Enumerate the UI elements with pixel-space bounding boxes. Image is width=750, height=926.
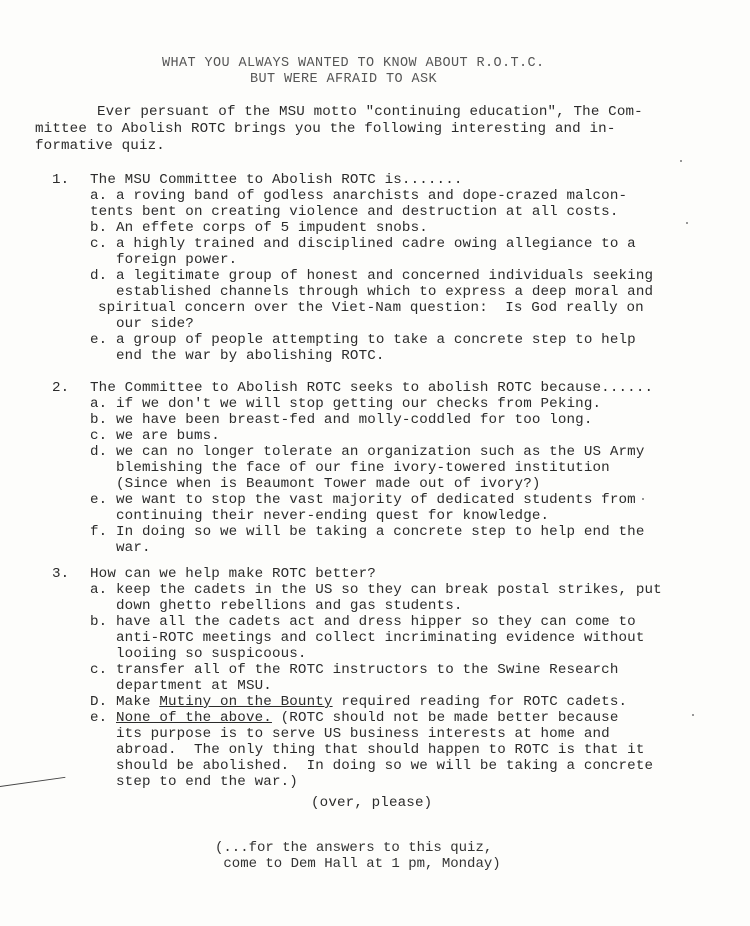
q3-line-2: down ghetto rebellions and gas students. [90, 598, 463, 614]
q1-number: 1. [52, 172, 70, 188]
q1-line-4: c. a highly trained and disciplined cadre owing allegiance to a [90, 236, 636, 252]
paper-speck [680, 160, 682, 162]
q3-line-7: department at MSU. [90, 678, 272, 694]
q2-line-6: (Since when is Beaumont Tower made out of ivory?) [90, 476, 541, 492]
q2-line-1: a. if we don't we will stop getting our checks from Peking. [90, 396, 602, 412]
q3-line-6: c. transfer all of the ROTC instructors to the Swine Research [90, 662, 619, 678]
q2-line-5: blemishing the face of our fine ivory-towered institution [90, 460, 610, 476]
paper-speck [686, 222, 688, 224]
q3-d-prefix: D. Make [90, 694, 160, 710]
q2-line-3: c. we are bums. [90, 428, 220, 444]
q3-d-suffix: required reading for ROTC cadets. [332, 694, 628, 710]
q2-line-7: e. we want to stop the vast majority of dedicated students from [90, 492, 636, 508]
q2-line-10: war. [90, 540, 151, 556]
q1-line-7: established channels through which to express a deep moral and [90, 284, 654, 300]
intro-line-1: Ever persuant of the MSU motto "continuing education", The Com- [97, 104, 643, 120]
q1-line-8: spiritual concern over the Viet-Nam question: Is God really on [98, 300, 644, 316]
q3-line-3: b. have all the cadets act and dress hipper so they can come to [90, 614, 636, 630]
q3-e-line-4: step to end the war.) [90, 774, 298, 790]
intro-line-2: mittee to Abolish ROTC brings you the following interesting and in- [35, 121, 616, 137]
footer-line-2: come to Dem Hall at 1 pm, Monday) [215, 856, 501, 872]
q1-line-9: our side? [116, 316, 194, 332]
intro-line-3: formative quiz. [35, 138, 165, 154]
q3-e-prefix: e. [90, 710, 116, 726]
q1-line-6: d. a legitimate group of honest and concerned individuals seeking [90, 268, 654, 284]
q3-line-e [90, 710, 619, 726]
q3-e-line-2: abroad. The only thing that should happen to ROTC is that it [90, 742, 645, 758]
q1-line-10: e. a group of people attempting to take a concrete step to help [90, 332, 636, 348]
footer-line-1: (...for the answers to this quiz, [215, 840, 493, 856]
q3-line-4: anti-ROTC meetings and collect incriminating evidence without [90, 630, 645, 646]
q3-e-none: None of the above. [116, 710, 272, 726]
q1-line-2: tents bent on creating violence and destruction at all costs. [90, 204, 619, 220]
q3-e-line-3: should be abolished. In doing so we will be taking a concrete [90, 758, 654, 774]
q3-number: 3. [52, 566, 70, 582]
q2-line-8: continuing their never-ending quest for knowledge. [90, 508, 550, 524]
q2-line-4: d. we can no longer tolerate an organization such as the US Army [90, 444, 645, 460]
q3-line-d [90, 694, 627, 710]
over-please: (over, please) [311, 795, 433, 811]
paper-speck [692, 714, 694, 716]
pen-mark [0, 777, 65, 788]
title-line-1: WHAT YOU ALWAYS WANTED TO KNOW ABOUT R.O.T.C. [162, 56, 545, 71]
paper-speck [642, 498, 644, 500]
q1-line-3: b. An effete corps of 5 impudent snobs. [90, 220, 428, 236]
q1-line-11: end the war by abolishing ROTC. [90, 348, 385, 364]
q2-question: The Committee to Abolish ROTC seeks to abolish ROTC because...... [90, 380, 654, 396]
q1-question: The MSU Committee to Abolish ROTC is....... [90, 172, 463, 188]
q2-line-9: f. In doing so we will be taking a concrete step to help end the [90, 524, 645, 540]
q3-question: How can we help make ROTC better? [90, 566, 376, 582]
q1-line-5: foreign power. [90, 252, 238, 268]
q2-line-2: b. we have been breast-fed and molly-coddled for too long. [90, 412, 593, 428]
q2-number: 2. [52, 380, 70, 396]
title-line-2: BUT WERE AFRAID TO ASK [250, 72, 438, 87]
q3-line-5: looiing so suspicoous. [90, 646, 307, 662]
q3-line-1: a. keep the cadets in the US so they can break postal strikes, put [90, 582, 662, 598]
q3-e-line-1: its purpose is to serve US business interests at home and [90, 726, 610, 742]
q3-d-book-title: Mutiny on the Bounty [159, 694, 333, 710]
q1-line-1: a. a roving band of godless anarchists and dope-crazed malcon- [90, 188, 628, 204]
q3-e-suffix: (ROTC should not be made better because [271, 710, 619, 726]
